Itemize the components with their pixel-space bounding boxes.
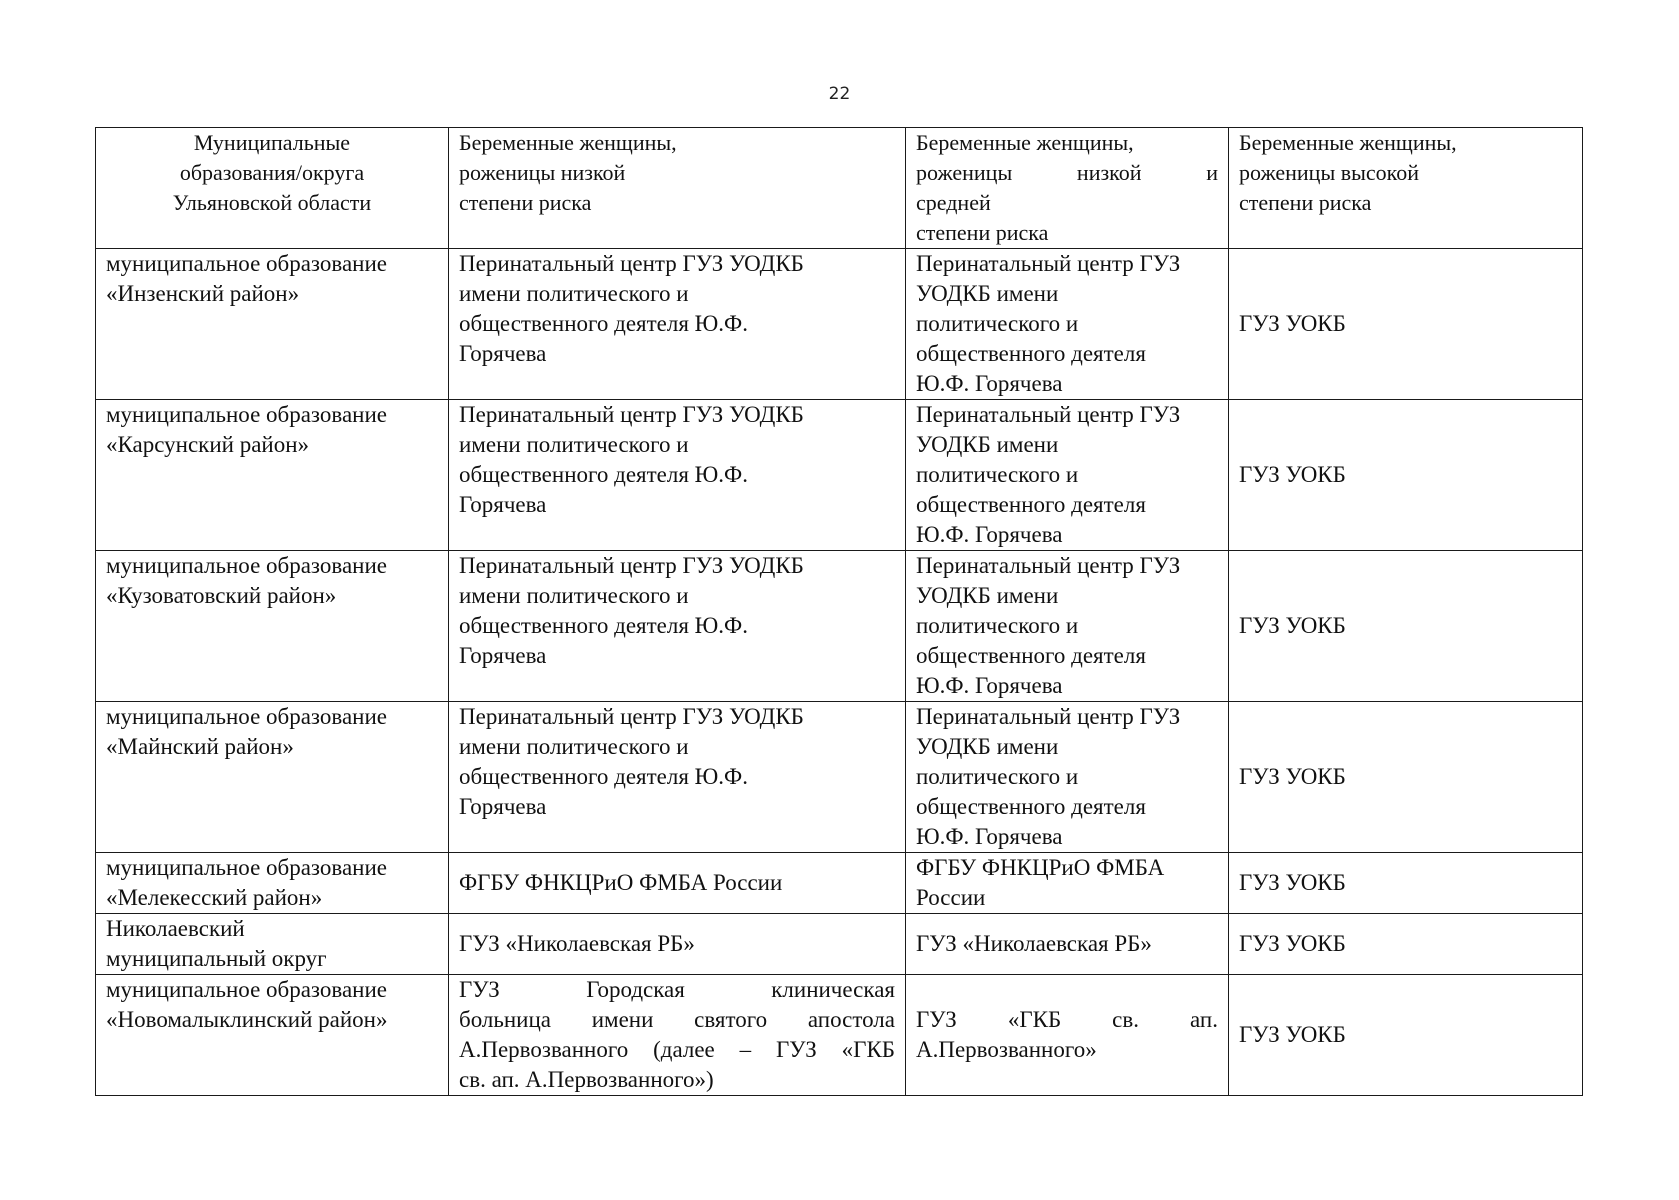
- cell-line: Перинатальный центр ГУЗ: [916, 402, 1181, 427]
- cell-word: А.Первозванного: [459, 1037, 629, 1062]
- cell-high-risk: ГУЗ УОКБ: [1229, 702, 1583, 853]
- cell-line: общественного деятеля Ю.Ф.: [459, 613, 748, 638]
- header-text: средней: [916, 190, 991, 215]
- header-text: степени риска: [916, 220, 1049, 245]
- cell-line: политического и: [916, 613, 1079, 638]
- cell-line: Перинатальный центр ГУЗ: [916, 251, 1181, 276]
- cell-line: имени политического и: [459, 281, 689, 306]
- cell-line: ГУЗ «Николаевская РБ»: [916, 931, 1152, 956]
- cell-line: св. ап. А.Первозванного»): [459, 1067, 714, 1092]
- cell-line: Ю.Ф. Горячева: [916, 824, 1063, 849]
- header-high-risk: [1229, 128, 1583, 249]
- header-justified-line: [916, 158, 1218, 188]
- cell-low-risk: [449, 853, 906, 914]
- header-text: роженицы низкой: [459, 160, 626, 185]
- cell-line: УОДКБ имени: [916, 583, 1059, 608]
- cell-high-risk: ГУЗ УОКБ: [1229, 400, 1583, 551]
- cell-low-risk: [449, 249, 906, 400]
- cell-line: имени политического и: [459, 432, 689, 457]
- cell-line: Перинатальный центр ГУЗ: [916, 553, 1181, 578]
- cell-low-mid-risk: [906, 975, 1229, 1096]
- cell-low-mid-risk: [906, 400, 1229, 551]
- cell-low-risk: [449, 400, 906, 551]
- cell-line: УОДКБ имени: [916, 734, 1059, 759]
- header-municipality: [96, 128, 449, 249]
- cell-low-risk: [449, 551, 906, 702]
- table-row: [96, 249, 1583, 400]
- table-row: [96, 551, 1583, 702]
- cell-line: Перинатальный центр ГУЗ УОДКБ: [459, 251, 804, 276]
- justified-line: [459, 975, 895, 1005]
- cell-word: ГУЗ: [459, 977, 500, 1002]
- cell-line: муниципальное образование: [106, 704, 387, 729]
- cell-line: «Кузоватовский район»: [106, 583, 337, 608]
- header-text: Ульяновской области: [172, 190, 372, 215]
- cell-low-risk: [449, 914, 906, 975]
- header-text: Беременные женщины,: [1239, 130, 1457, 155]
- cell-word: ап.: [1190, 1007, 1218, 1032]
- header-text: степени риска: [1239, 190, 1372, 215]
- cell-word: «ГКБ: [841, 1037, 895, 1062]
- cell-line: Перинатальный центр ГУЗ УОДКБ: [459, 553, 804, 578]
- header-text: Беременные женщины,: [459, 130, 677, 155]
- cell-line: Перинатальный центр ГУЗ УОДКБ: [459, 402, 804, 427]
- cell-high-risk: ГУЗ УОКБ: [1229, 551, 1583, 702]
- cell-municipality: [96, 702, 449, 853]
- cell-word: (далее: [653, 1037, 715, 1062]
- cell-municipality: [96, 551, 449, 702]
- cell-line: Ю.Ф. Горячева: [916, 673, 1063, 698]
- cell-high-risk: ГУЗ УОКБ: [1229, 914, 1583, 975]
- cell-line: Горячева: [459, 643, 547, 668]
- table-row: [96, 914, 1583, 975]
- cell-line: Николаевский: [106, 916, 245, 941]
- cell-municipality: [96, 853, 449, 914]
- cell-line: общественного деятеля Ю.Ф.: [459, 462, 748, 487]
- cell-word: клиническая: [771, 977, 895, 1002]
- cell-low-mid-risk: [906, 914, 1229, 975]
- header-low-mid-risk: [906, 128, 1229, 249]
- cell-word: ГУЗ: [775, 1037, 817, 1062]
- cell-line: политического и: [916, 764, 1079, 789]
- cell-line: ГУЗ «Николаевская РБ»: [459, 931, 695, 956]
- cell-low-mid-risk: [906, 702, 1229, 853]
- cell-line: общественного деятеля: [916, 492, 1146, 517]
- header-text: степени риска: [459, 190, 592, 215]
- table-row: [96, 400, 1583, 551]
- cell-high-risk: ГУЗ УОКБ: [1229, 975, 1583, 1096]
- cell-low-risk: [449, 975, 906, 1096]
- cell-line: ФГБУ ФНКЦРиО ФМБА России: [459, 870, 783, 895]
- header-low-risk: [449, 128, 906, 249]
- cell-municipality: [96, 975, 449, 1096]
- cell-municipality: [96, 914, 449, 975]
- header-word: и: [1206, 160, 1218, 185]
- cell-low-mid-risk: [906, 853, 1229, 914]
- cell-line: муниципальное образование: [106, 553, 387, 578]
- cell-word: Городская: [586, 977, 685, 1002]
- cell-word: апостола: [807, 1007, 895, 1032]
- cell-line: ФГБУ ФНКЦРиО ФМБА: [916, 855, 1165, 880]
- cell-line: политического и: [916, 462, 1079, 487]
- table-row: [96, 975, 1583, 1096]
- cell-high-risk: ГУЗ УОКБ: [1229, 249, 1583, 400]
- cell-word: больница: [459, 1007, 551, 1032]
- cell-line: муниципальный округ: [106, 946, 327, 971]
- cell-line: муниципальное образование: [106, 855, 387, 880]
- cell-line: имени политического и: [459, 583, 689, 608]
- header-text: Муниципальные: [193, 130, 351, 155]
- table-row: [96, 853, 1583, 914]
- cell-low-mid-risk: [906, 551, 1229, 702]
- cell-line: Горячева: [459, 341, 547, 366]
- justified-line: [459, 1005, 895, 1035]
- cell-word: св.: [1112, 1007, 1139, 1032]
- cell-word: «ГКБ: [1007, 1007, 1062, 1032]
- cell-low-mid-risk: [906, 249, 1229, 400]
- justified-line: [459, 1035, 895, 1065]
- cell-line: «Карсунский район»: [106, 432, 310, 457]
- cell-line: муниципальное образование: [106, 977, 387, 1002]
- cell-line: «Мелекесский район»: [106, 885, 323, 910]
- table-header-row: [96, 128, 1583, 249]
- cell-word: ГУЗ: [916, 1007, 957, 1032]
- cell-line: муниципальное образование: [106, 402, 387, 427]
- header-word: низкой: [1076, 160, 1142, 185]
- cell-line: общественного деятеля Ю.Ф.: [459, 764, 748, 789]
- cell-line: Горячева: [459, 794, 547, 819]
- cell-line: общественного деятеля: [916, 794, 1146, 819]
- header-text: Беременные женщины,: [916, 130, 1134, 155]
- cell-line: общественного деятеля: [916, 643, 1146, 668]
- cell-municipality: [96, 400, 449, 551]
- cell-line: политического и: [916, 311, 1079, 336]
- header-text: роженицы высокой: [1239, 160, 1420, 185]
- cell-line: России: [916, 885, 986, 910]
- cell-line: муниципальное образование: [106, 251, 387, 276]
- cell-line: Перинатальный центр ГУЗ УОДКБ: [459, 704, 804, 729]
- cell-line: Горячева: [459, 492, 547, 517]
- justified-line: [916, 1005, 1218, 1035]
- cell-line: Перинатальный центр ГУЗ: [916, 704, 1181, 729]
- cell-word: имени: [591, 1007, 654, 1032]
- cell-high-risk: ГУЗ УОКБ: [1229, 853, 1583, 914]
- page-number: 22: [828, 84, 851, 104]
- cell-low-risk: [449, 702, 906, 853]
- cell-line: имени политического и: [459, 734, 689, 759]
- cell-line: Ю.Ф. Горячева: [916, 522, 1063, 547]
- cell-line: УОДКБ имени: [916, 281, 1059, 306]
- cell-line: «Майнский район»: [106, 734, 294, 759]
- routing-table: [95, 127, 1583, 1096]
- cell-line: Ю.Ф. Горячева: [916, 371, 1063, 396]
- cell-line: «Новомалыклинский район»: [106, 1007, 388, 1032]
- cell-line: УОДКБ имени: [916, 432, 1059, 457]
- cell-word: –: [739, 1037, 752, 1062]
- table-row: [96, 702, 1583, 853]
- cell-line: А.Первозванного»: [916, 1037, 1097, 1062]
- cell-municipality: [96, 249, 449, 400]
- cell-line: «Инзенский район»: [106, 281, 300, 306]
- cell-word: святого: [694, 1007, 768, 1032]
- cell-line: общественного деятеля: [916, 341, 1146, 366]
- cell-line: общественного деятеля Ю.Ф.: [459, 311, 748, 336]
- header-word: роженицы: [916, 160, 1013, 185]
- header-text: образования/округа: [179, 160, 365, 185]
